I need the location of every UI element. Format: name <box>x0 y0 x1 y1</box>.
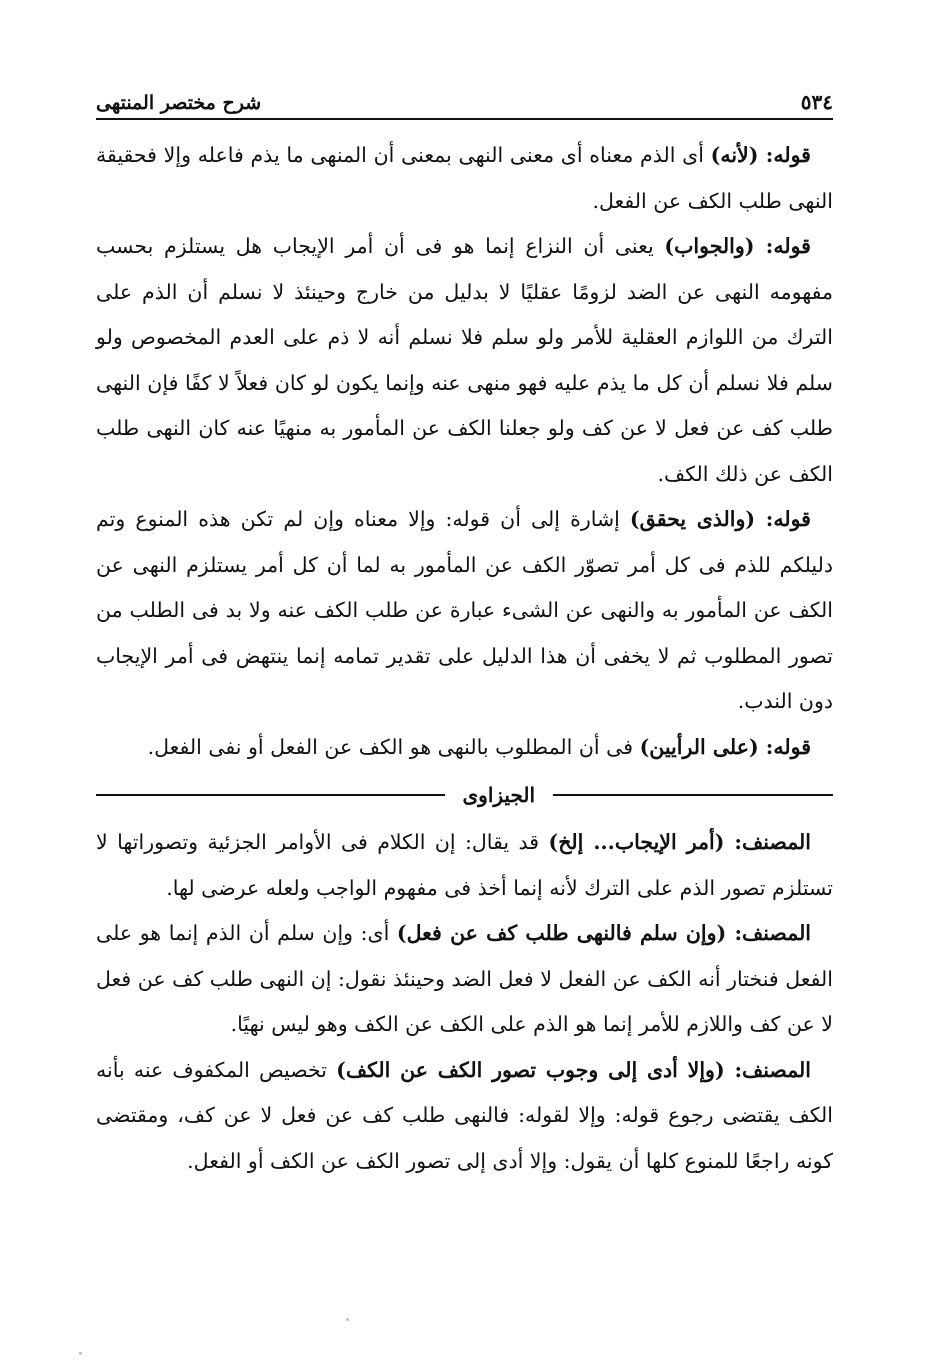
running-header <box>96 84 833 120</box>
paragraph-lead: المصنف: <box>724 830 811 854</box>
gloss-paragraph <box>96 1048 833 1185</box>
gloss-paragraph <box>96 911 833 1048</box>
paragraph-lead: قوله: <box>754 234 811 258</box>
gloss-paragraph <box>96 820 833 911</box>
paragraph-text: أى الذم معناه أى معنى النهى بمعنى أن المنهى ما يذم فاعله وإلا فحقيقة النهى طلب الكف عن الفعل. <box>96 143 833 213</box>
paragraph-keyword: (والجواب) <box>664 234 755 258</box>
paragraph-keyword: (والذى يحقق) <box>629 507 756 531</box>
divider-line <box>96 794 445 796</box>
paragraph-keyword: (على الرأيين) <box>639 734 759 759</box>
paragraph-text: إشارة إلى أن قوله: وإلا معناه وإن لم تكن هذه المنوع وتم دليلكم للذم فى كل أمر تصوّر الكف عن المأمور به لما أن كل أمر يستلزم النهى عن الكف عن المأمور به والنهى عن الشىء عبارة عن طلب الكف عنه ولا بد فى الطلب من تصور المطلوب ثم لا يخفى أن هذا الدليل على تقدير تمامه إنما ينتهض فى أمر الإيجاب دون الندب. <box>96 507 833 713</box>
paragraph-lead: قوله: <box>755 507 811 531</box>
section-title: الجيزاوى <box>462 783 535 807</box>
section-divider <box>96 772 833 818</box>
paragraph-lead: المصنف: <box>726 921 812 945</box>
divider-line <box>553 794 833 796</box>
main-text <box>96 133 833 1184</box>
scan-speck <box>346 1318 349 1321</box>
book-title: شرح مختصر المنتهى <box>96 92 262 114</box>
paragraph-text: فى أن المطلوب بالنهى هو الكف عن الفعل أو نفى الفعل. <box>147 734 640 759</box>
paragraph-lead: قوله: <box>758 143 811 167</box>
paragraph-text: تخصيص المكفوف عنه بأنه الكف يقتضى رجوع قوله: وإلا لقوله: فالنهى طلب كف عن فعل لا عن كف، ومقتضى كونه راجعًا للمنوع كلها أن يقول: وإلا أدى إلى تصور الكف عن الكف أو الفعل. <box>96 1057 833 1173</box>
commentary-paragraph <box>96 497 833 725</box>
commentary-paragraph <box>96 133 833 224</box>
scan-speck <box>79 1352 82 1355</box>
paragraph-text: يعنى أن النزاع إنما هو فى أن أمر الإيجاب هل يستلزم بحسب مفهومه النهى عن الضد لزومًا عقليًا لا بدليل من خارج وحينئذ لا نسلم أن الذم على الترك من اللوازم العقلية للأمر ولو سلم فلا نسلم أنه لا ذم على العدم المخصوص ولو سلم فلا نسلم أن كل ما يذم عليه فهو منهى عنه وإنما يكون لو كان فعلاً لا كفًا فإن النهى طلب كف عن فعل لا عن كف ولو جعلنا الكف عن المأمور به منهيًا عنه كان النهى طلب الكف عن ذلك الكف. <box>96 234 833 486</box>
paragraph-lead: قوله: <box>758 734 811 759</box>
paragraph-lead: المصنف: <box>724 1057 811 1082</box>
paragraph-keyword: (لأنه) <box>710 143 759 167</box>
paragraph-text: أى: وإن سلم أن الذم إنما هو على الفعل فنختار أنه الكف عن الفعل لا فعل الضد وحينئذ نقول: إن النهى طلب كف عن فعل لا عن كف واللازم للأمر إنما هو الذم على الكف عن الكف وهو ليس نهيًا. <box>96 921 833 1036</box>
commentary-paragraph <box>96 224 833 497</box>
commentary-paragraph <box>96 725 833 771</box>
paragraph-keyword: (أمر الإيجاب... إلخ) <box>548 830 725 854</box>
paragraph-keyword: (وإلا أدى إلى وجوب تصور الكف عن الكف) <box>336 1057 725 1082</box>
page-number: ٥٣٤ <box>800 90 833 114</box>
paragraph-keyword: (وإن سلم فالنهى طلب كف عن فعل) <box>396 921 727 945</box>
paragraph-text: قد يقال: إن الكلام فى الأوامر الجزئية وتصوراتها لا تستلزم تصور الذم على الترك لأنه إنما أخذ فى مفهوم الواجب ولعله عرضى لها. <box>96 830 833 900</box>
